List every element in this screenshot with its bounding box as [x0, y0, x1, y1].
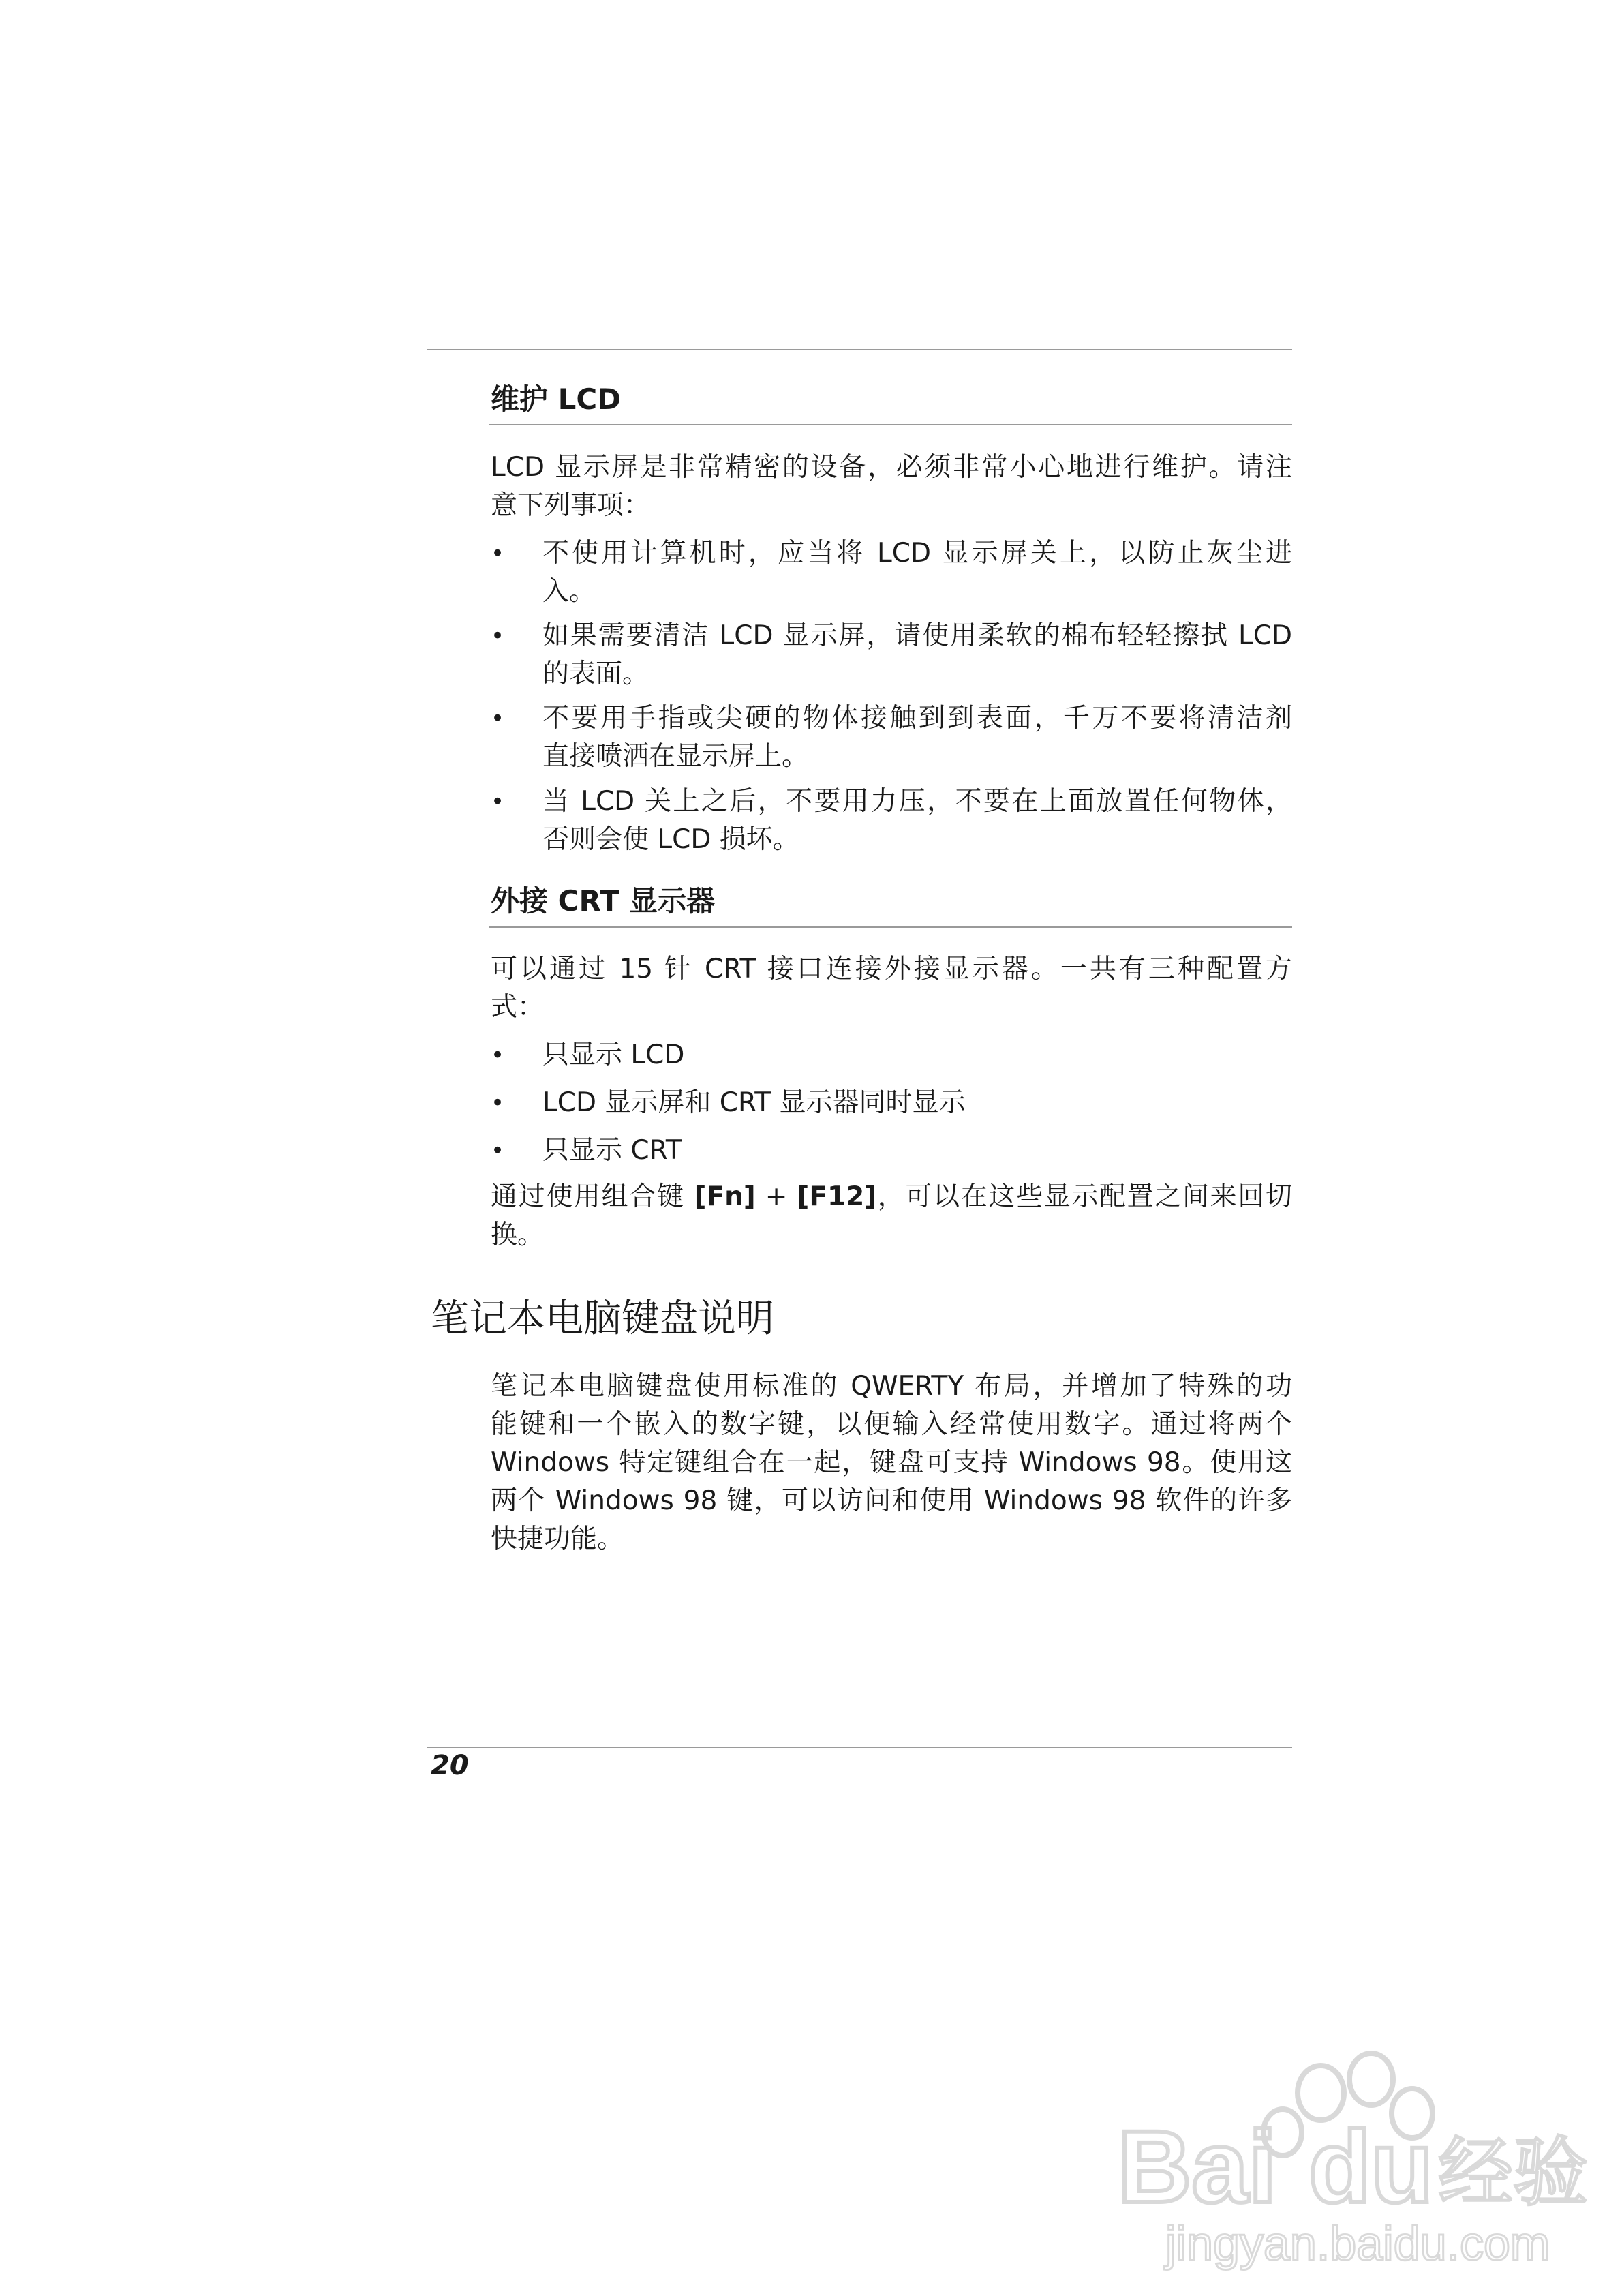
bullet-dot: •: [491, 705, 505, 732]
lcd-bullet-line: 不使用计算机时，应当将 LCD 显示屏关上，以防止灰尘进: [542, 538, 1292, 569]
bullet-dot: •: [491, 1137, 505, 1164]
keyboard-section-title: 笔记本电脑键盘说明: [431, 1297, 774, 1341]
crt-bullet-line: 只显示 CRT: [542, 1135, 682, 1166]
page-number: 20: [431, 1750, 469, 1781]
watermark-url-text: jingyan.baidu.com: [1165, 2217, 1550, 2270]
lcd-bullet-line: 直接喷洒在显示屏上。: [542, 741, 809, 772]
svg-text:du: du: [1309, 2109, 1434, 2224]
lcd-bullet-line: 如果需要清洁 LCD 显示屏，请使用柔软的棉布轻轻擦拭 LCD: [542, 620, 1292, 651]
crt-heading: 外接 CRT 显示器: [491, 884, 716, 918]
lcd-intro: [491, 449, 1292, 525]
switch-suffix: ，可以在这些显示配置之间来回切: [876, 1181, 1292, 1212]
switch-prefix: 通过使用组合键: [491, 1181, 694, 1212]
keyboard-body: [491, 1368, 1292, 1558]
lcd-intro-line: LCD 显示屏是非常精密的设备，必须非常小心地进行维护。请注: [491, 452, 1292, 483]
lcd-intro-line: 意下列事项：: [491, 490, 651, 521]
crt-heading-rule: [489, 926, 1292, 928]
svg-text:经验: 经验: [1438, 2129, 1588, 2216]
crt-switch-note: [491, 1178, 1292, 1254]
crt-bullet-line: 只显示 LCD: [542, 1040, 685, 1070]
lcd-bullet-line: 当 LCD 关上之后，不要用力压，不要在上面放置任何物体，: [542, 786, 1292, 817]
crt-switch-line: 换。: [491, 1220, 545, 1250]
bullet-dot: •: [491, 1089, 505, 1117]
top-rule: [427, 349, 1292, 350]
f12-key: [F12]: [797, 1181, 877, 1212]
crt-intro: [491, 950, 1292, 1027]
fn-key: [Fn]: [694, 1181, 756, 1212]
watermark-brand-text: Bai: [1118, 2109, 1277, 2224]
crt-bullet-line: LCD 显示屏和 CRT 显示器同时显示: [542, 1087, 966, 1118]
keyboard-body-line: 能键和一个嵌入的数字键，以便输入经常使用数字。通过将两个: [491, 1409, 1292, 1440]
bullet-dot: •: [491, 788, 505, 815]
bottom-rule: [427, 1747, 1292, 1748]
crt-intro-line: 可以通过 15 针 CRT 接口连接外接显示器。一共有三种配置方: [491, 954, 1292, 984]
crt-intro-line: 式：: [491, 992, 545, 1023]
keyboard-body-line: Windows 特定键组合在一起，键盘可支持 Windows 98。使用这: [491, 1447, 1292, 1478]
bullet-dot: •: [491, 1042, 505, 1069]
bullet-dot: •: [491, 622, 505, 650]
keyboard-body-line: 笔记本电脑键盘使用标准的 QWERTY 布局，并增加了特殊的功: [491, 1371, 1292, 1402]
baidu-jingyan-watermark: [1104, 2045, 1595, 2277]
keyboard-body-line: 两个 Windows 98 键，可以访问和使用 Windows 98 软件的许多: [491, 1485, 1292, 1516]
lcd-heading-rule: [489, 424, 1292, 425]
switch-plus: +: [755, 1181, 797, 1212]
lcd-bullet-line: 的表面。: [542, 659, 649, 689]
bullet-dot: •: [491, 540, 505, 567]
keyboard-body-line: 快捷功能。: [491, 1524, 624, 1554]
lcd-heading: 维护 LCD: [491, 382, 622, 416]
lcd-bullet-line: 不要用手指或尖硬的物体接触到到表面，千万不要将清洁剂: [542, 703, 1292, 734]
lcd-bullet-line: 否则会使 LCD 损坏。: [542, 824, 799, 855]
crt-switch-line: [491, 1178, 1292, 1216]
lcd-bullet-line: 入。: [542, 576, 596, 607]
